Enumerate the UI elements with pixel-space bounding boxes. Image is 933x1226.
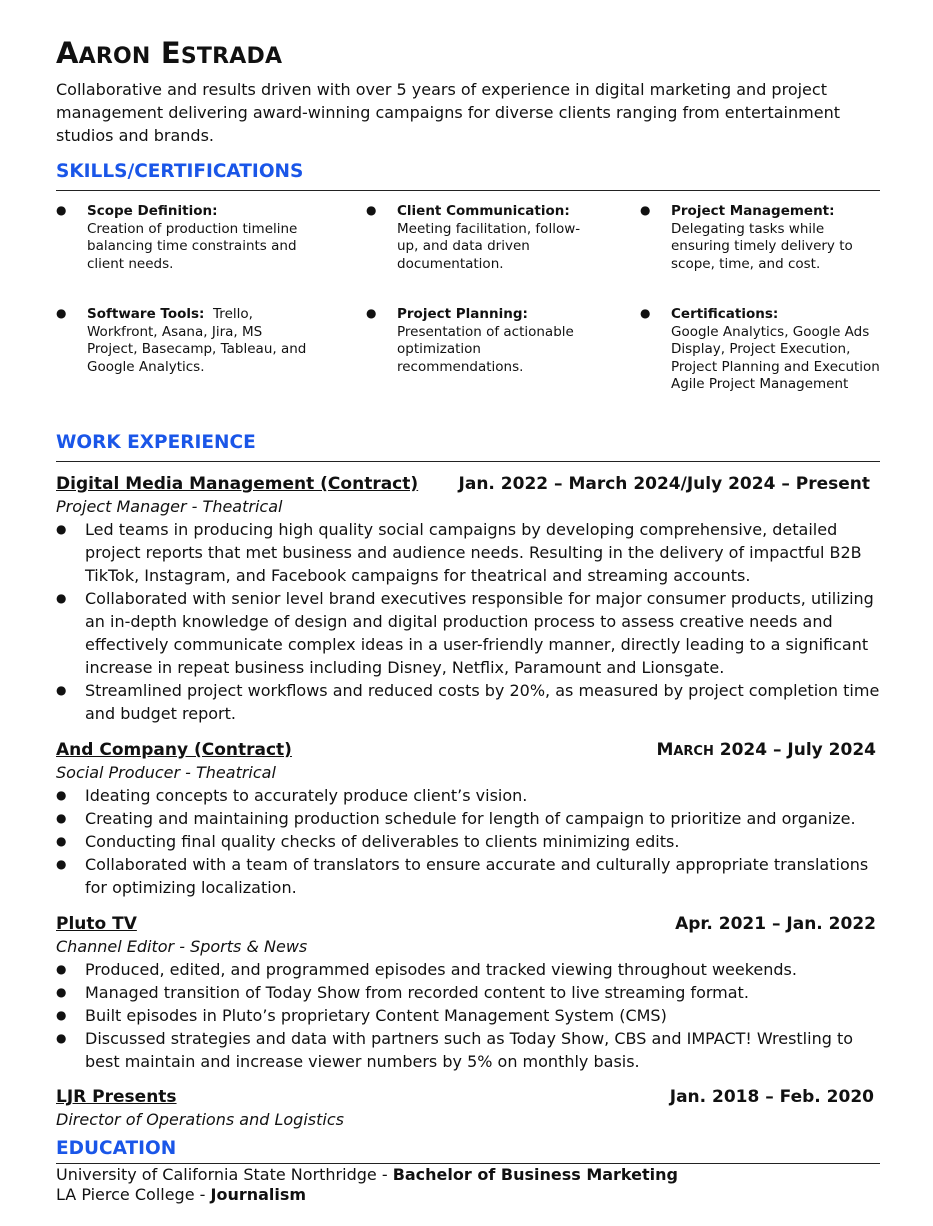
list-item: ● Produced, edited, and programmed episodes and tracked viewing throughout weekends. <box>56 960 797 979</box>
bullet-icon: ● <box>56 522 67 536</box>
section-divider <box>56 461 880 462</box>
bullet-icon: ● <box>56 834 67 848</box>
bullet-icon: ● <box>56 962 67 976</box>
skills-section <box>56 160 880 431</box>
job-role: Project Manager - Theatrical <box>56 497 283 516</box>
education-section-title: EDUCATION <box>56 1138 177 1159</box>
job-dates: Jan. 2022 – March 2024/July 2024 – Present <box>458 474 870 494</box>
skill-item <box>640 306 885 394</box>
list-item: ● Collaborated with senior level brand executives responsible for major consumer products, utilizing an in-depth knowledge of design and digital production process to assess creative needs and effectively communicate complex ideas in a user-friendly manner, directly leading to a significant increase in repeat business including Disney, Netflix, Paramount and Lionsgate. <box>56 589 874 677</box>
job-header <box>56 1085 880 1109</box>
list-item: ● Discussed strategies and data with partners such as Today Show, CBS and IMPACT! Wrestling to best maintain and increase viewer numbers by 5% on monthly basis. <box>56 1029 854 1071</box>
job-entry <box>56 912 880 1073</box>
resume-page <box>56 36 880 1204</box>
education-entry <box>56 1185 880 1205</box>
bullet-icon: ● <box>56 1031 67 1045</box>
job-role: Director of Operations and Logistics <box>56 1110 344 1129</box>
professional-summary: Collaborative and results driven with over 5 years of experience in digital marketing and project management delivering award-winning campaigns for diverse clients ranging from entertainment studios and brands. <box>56 80 840 145</box>
skill-text: Creation of production timeline balancing time constraints and client needs. <box>87 220 298 272</box>
list-item: ● Conducting final quality checks of deliverables to clients minimizing edits. <box>56 832 680 851</box>
section-divider <box>56 1163 880 1164</box>
job-company: Pluto TV <box>56 914 137 934</box>
work-section-title: WORK EXPERIENCE <box>56 432 256 453</box>
bullet-icon: ● <box>56 306 67 320</box>
job-dates: Apr. 2021 – Jan. 2022 <box>675 914 876 934</box>
skill-item <box>56 203 326 273</box>
skill-text: Delegating tasks while ensuring timely delivery to scope, time, and cost. <box>671 220 853 272</box>
skill-heading: Certifications: <box>671 306 779 322</box>
skill-heading: Client Communication: <box>397 203 570 219</box>
list-item: ● Collaborated with a team of translators to ensure accurate and culturally appropriate translations for optimizing localization. <box>56 855 869 897</box>
job-dates: MARCH 2024 – July 2024 <box>656 740 876 760</box>
list-item: ● Creating and maintaining production schedule for length of campaign to prioritize and organize. <box>56 809 856 828</box>
bullet-icon: ● <box>640 306 651 320</box>
skill-text: Google Analytics, Google Ads Display, Project Execution, Project Planning and Execution Agile Project Management <box>671 323 880 393</box>
skill-text: Meeting facilitation, follow-up, and data driven documentation. <box>397 220 581 272</box>
skill-heading: Scope Definition: <box>87 203 218 219</box>
education-school: University of California State Northridge - <box>56 1165 393 1184</box>
skill-heading: Project Planning: <box>397 306 528 322</box>
bullet-icon: ● <box>56 1008 67 1022</box>
education-degree: Bachelor of Business Marketing <box>392 1165 678 1184</box>
skill-item <box>366 203 606 273</box>
job-header <box>56 472 880 496</box>
section-divider <box>56 190 880 191</box>
job-company: And Company (Contract) <box>56 740 292 760</box>
bullet-icon: ● <box>56 857 67 871</box>
bullet-icon: ● <box>56 811 67 825</box>
job-entry <box>56 1085 880 1131</box>
bullet-icon: ● <box>56 591 67 605</box>
job-entry <box>56 738 880 899</box>
job-entry <box>56 472 880 725</box>
skill-text: Trello, Workfront, Asana, Jira, MS Project, Basecamp, Tableau, and Google Analytics. <box>87 306 307 375</box>
bullet-icon: ● <box>56 788 67 802</box>
skill-item <box>366 306 606 376</box>
bullet-icon: ● <box>366 203 377 217</box>
list-item: ● Streamlined project workflows and reduced costs by 20%, as measured by project completion time and budget report. <box>56 681 880 723</box>
job-bullets <box>56 784 880 899</box>
skill-heading: Project Management: <box>671 203 835 219</box>
skill-item <box>640 203 885 273</box>
job-bullets <box>56 958 880 1073</box>
list-item: ● Ideating concepts to accurately produce client’s vision. <box>56 786 528 805</box>
education-section <box>56 1137 880 1204</box>
bullet-icon: ● <box>366 306 377 320</box>
job-role: Channel Editor - Sports & News <box>56 937 308 956</box>
education-entry <box>56 1165 880 1185</box>
job-bullets <box>56 518 880 725</box>
job-header <box>56 738 880 762</box>
bullet-icon: ● <box>640 203 651 217</box>
education-degree: Journalism <box>210 1184 307 1204</box>
job-dates: Jan. 2018 – Feb. 2020 <box>669 1087 874 1107</box>
skill-item <box>56 306 326 376</box>
education-school: LA Pierce College - <box>56 1184 211 1204</box>
bullet-icon: ● <box>56 985 67 999</box>
bullet-icon: ● <box>56 683 67 697</box>
job-header <box>56 912 880 936</box>
job-company: LJR Presents <box>56 1087 177 1107</box>
job-role: Social Producer - Theatrical <box>56 763 276 782</box>
list-item: ● Managed transition of Today Show from recorded content to live streaming format. <box>56 983 749 1002</box>
work-experience-section <box>56 431 880 1131</box>
skill-text: Presentation of actionable optimization recommendations. <box>397 323 574 375</box>
skills-section-title: SKILLS/CERTIFICATIONS <box>56 161 304 182</box>
skills-grid <box>56 203 880 431</box>
list-item: ● Built episodes in Pluto’s proprietary Content Management System (CMS) <box>56 1006 667 1025</box>
skill-heading: Software Tools: <box>87 306 205 322</box>
job-company: Digital Media Management (Contract) <box>56 474 419 494</box>
candidate-name: AARON ESTRADA <box>56 36 283 70</box>
list-item: ● Led teams in producing high quality social campaigns by developing comprehensive, detailed project reports that met business and audience needs. Resulting in the delivery of impactful B2B TikTok, Instagram, and Facebook campaigns for theatrical and streaming accounts. <box>56 520 862 585</box>
bullet-icon: ● <box>56 203 67 217</box>
